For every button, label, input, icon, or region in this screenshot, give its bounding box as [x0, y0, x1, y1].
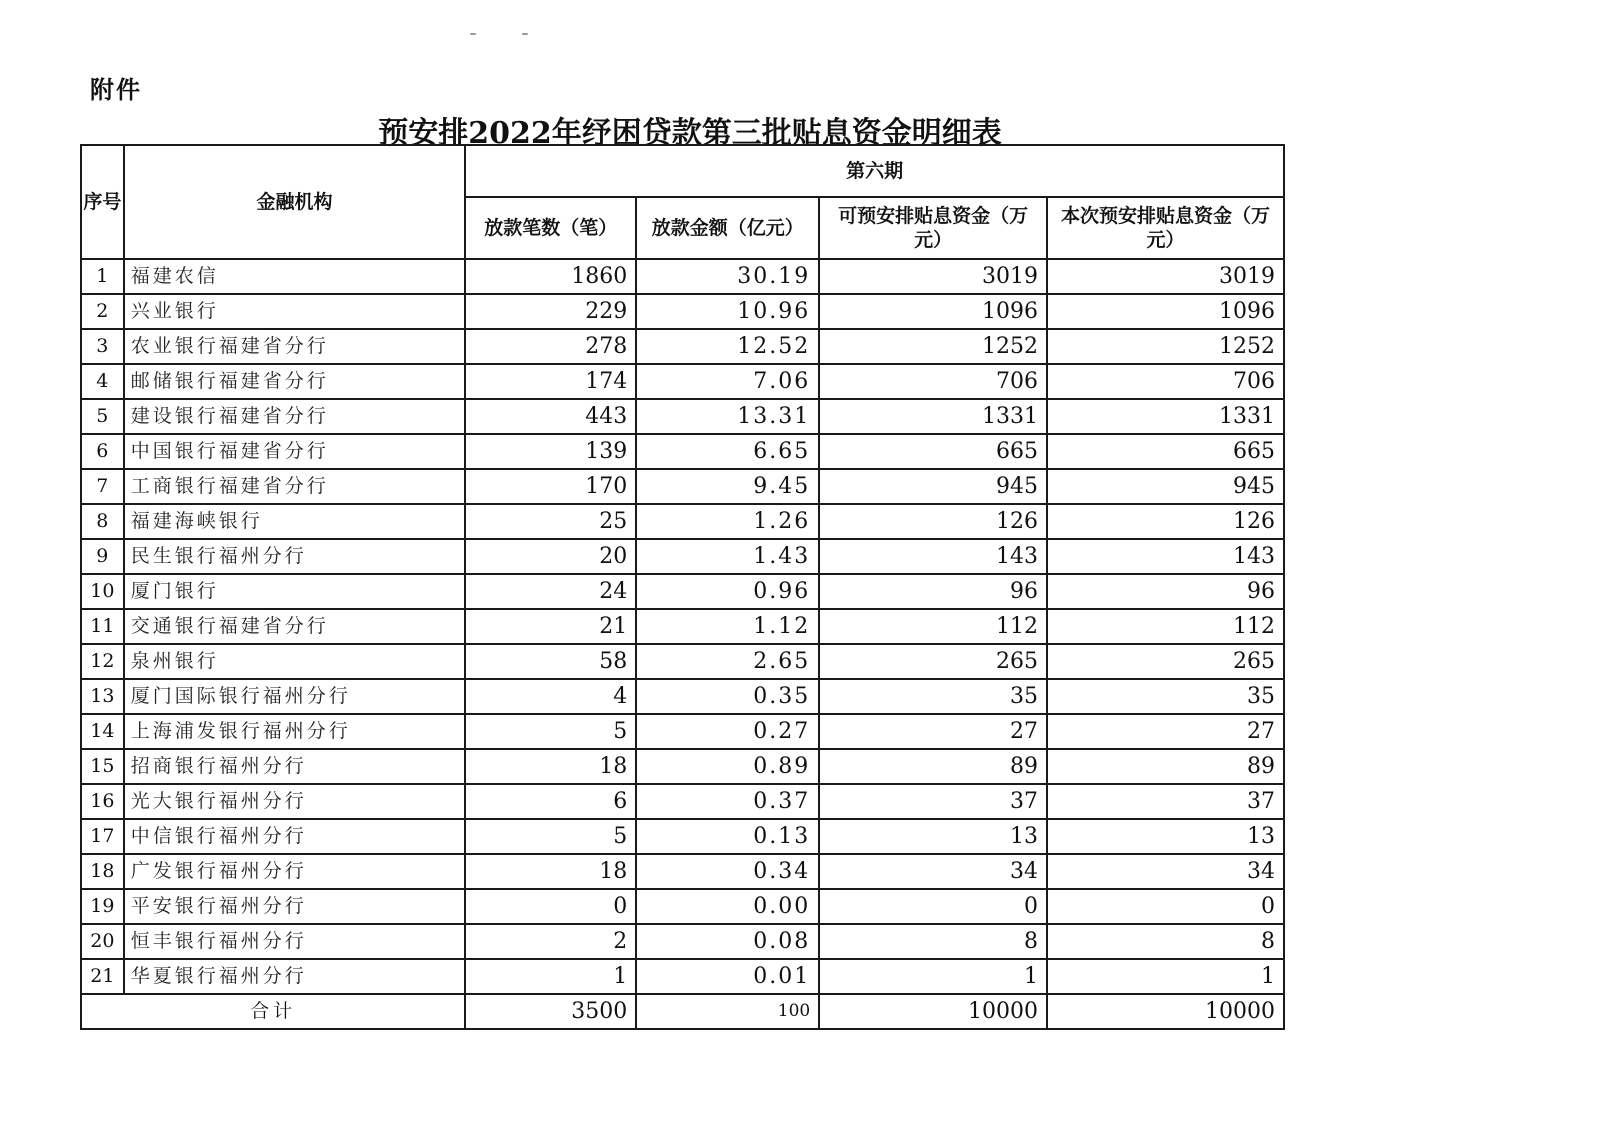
- row-current-subsidy: 0: [1047, 889, 1284, 924]
- row-seq: 3: [81, 329, 124, 364]
- row-institution: 民生银行福州分行: [124, 539, 466, 574]
- row-loan-count: 5: [465, 819, 636, 854]
- row-loan-amount: 0.00: [636, 889, 819, 924]
- row-current-subsidy: 126: [1047, 504, 1284, 539]
- row-available-subsidy: 126: [819, 504, 1047, 539]
- row-available-subsidy: 143: [819, 539, 1047, 574]
- row-institution: 建设银行福建省分行: [124, 399, 466, 434]
- row-current-subsidy: 3019: [1047, 259, 1284, 294]
- table-row: [81, 714, 1284, 749]
- row-current-subsidy: 13: [1047, 819, 1284, 854]
- row-loan-amount: 0.01: [636, 959, 819, 994]
- subsidy-detail-table: [80, 144, 1285, 1030]
- row-institution: 工商银行福建省分行: [124, 469, 466, 504]
- row-current-subsidy: 8: [1047, 924, 1284, 959]
- row-loan-amount: 0.37: [636, 784, 819, 819]
- row-loan-count: 4: [465, 679, 636, 714]
- row-available-subsidy: 1096: [819, 294, 1047, 329]
- row-loan-amount: 6.65: [636, 434, 819, 469]
- row-loan-amount: 1.12: [636, 609, 819, 644]
- row-current-subsidy: 665: [1047, 434, 1284, 469]
- row-loan-amount: 0.27: [636, 714, 819, 749]
- row-loan-count: 20: [465, 539, 636, 574]
- row-available-subsidy: 112: [819, 609, 1047, 644]
- row-available-subsidy: 27: [819, 714, 1047, 749]
- table-row: [81, 959, 1284, 994]
- row-seq: 17: [81, 819, 124, 854]
- available-subsidy-header: 可预安排贴息资金（万元）: [819, 197, 1047, 259]
- row-loan-amount: 1.26: [636, 504, 819, 539]
- row-current-subsidy: 37: [1047, 784, 1284, 819]
- row-loan-count: 18: [465, 749, 636, 784]
- row-loan-amount: 0.89: [636, 749, 819, 784]
- row-available-subsidy: 96: [819, 574, 1047, 609]
- scan-speck: [522, 33, 528, 35]
- total-row: [81, 994, 1284, 1029]
- table-row: [81, 399, 1284, 434]
- row-loan-count: 229: [465, 294, 636, 329]
- loan-amount-header: 放款金额（亿元）: [636, 197, 819, 259]
- row-available-subsidy: 8: [819, 924, 1047, 959]
- row-seq: 7: [81, 469, 124, 504]
- row-available-subsidy: 37: [819, 784, 1047, 819]
- row-institution: 交通银行福建省分行: [124, 609, 466, 644]
- row-loan-amount: 2.65: [636, 644, 819, 679]
- row-loan-amount: 9.45: [636, 469, 819, 504]
- row-available-subsidy: 3019: [819, 259, 1047, 294]
- row-seq: 4: [81, 364, 124, 399]
- total-amount: 100: [636, 994, 819, 1029]
- row-loan-count: 0: [465, 889, 636, 924]
- row-institution: 福建农信: [124, 259, 466, 294]
- row-current-subsidy: 35: [1047, 679, 1284, 714]
- row-loan-count: 1860: [465, 259, 636, 294]
- current-subsidy-header: 本次预安排贴息资金（万元）: [1047, 197, 1284, 259]
- table-row: [81, 784, 1284, 819]
- row-loan-count: 25: [465, 504, 636, 539]
- row-seq: 19: [81, 889, 124, 924]
- row-loan-count: 6: [465, 784, 636, 819]
- row-loan-amount: 0.08: [636, 924, 819, 959]
- row-seq: 15: [81, 749, 124, 784]
- seq-header: 序号: [81, 145, 124, 259]
- row-seq: 11: [81, 609, 124, 644]
- row-available-subsidy: 1: [819, 959, 1047, 994]
- row-loan-count: 139: [465, 434, 636, 469]
- row-loan-amount: 0.35: [636, 679, 819, 714]
- row-loan-count: 2: [465, 924, 636, 959]
- row-institution: 邮储银行福建省分行: [124, 364, 466, 399]
- row-current-subsidy: 27: [1047, 714, 1284, 749]
- row-institution: 华夏银行福州分行: [124, 959, 466, 994]
- row-current-subsidy: 1252: [1047, 329, 1284, 364]
- table-row: [81, 434, 1284, 469]
- table-row: [81, 539, 1284, 574]
- row-seq: 10: [81, 574, 124, 609]
- table-row: [81, 574, 1284, 609]
- row-available-subsidy: 89: [819, 749, 1047, 784]
- row-available-subsidy: 945: [819, 469, 1047, 504]
- total-count: 3500: [465, 994, 636, 1029]
- row-seq: 16: [81, 784, 124, 819]
- row-institution: 福建海峡银行: [124, 504, 466, 539]
- table-row: [81, 749, 1284, 784]
- loan-count-header: 放款笔数（笔）: [465, 197, 636, 259]
- row-seq: 2: [81, 294, 124, 329]
- table-row: [81, 469, 1284, 504]
- row-loan-amount: 7.06: [636, 364, 819, 399]
- row-loan-count: 443: [465, 399, 636, 434]
- scan-speck: [470, 33, 476, 35]
- row-seq: 1: [81, 259, 124, 294]
- total-label: 合计: [81, 994, 465, 1029]
- row-institution: 广发银行福州分行: [124, 854, 466, 889]
- table-row: [81, 679, 1284, 714]
- row-available-subsidy: 35: [819, 679, 1047, 714]
- row-institution: 招商银行福州分行: [124, 749, 466, 784]
- table-row: [81, 364, 1284, 399]
- document-title: 预安排2022年纾困贷款第三批贴息资金明细表: [378, 116, 1002, 151]
- row-loan-amount: 12.52: [636, 329, 819, 364]
- row-seq: 21: [81, 959, 124, 994]
- row-institution: 泉州银行: [124, 644, 466, 679]
- row-loan-count: 174: [465, 364, 636, 399]
- row-available-subsidy: 1252: [819, 329, 1047, 364]
- row-loan-amount: 30.19: [636, 259, 819, 294]
- row-loan-count: 18: [465, 854, 636, 889]
- row-current-subsidy: 112: [1047, 609, 1284, 644]
- row-loan-amount: 10.96: [636, 294, 819, 329]
- table-row: [81, 924, 1284, 959]
- table-footer: [81, 994, 1284, 1029]
- row-seq: 9: [81, 539, 124, 574]
- table-row: [81, 259, 1284, 294]
- row-current-subsidy: 706: [1047, 364, 1284, 399]
- table-header: [81, 145, 1284, 259]
- row-loan-count: 5: [465, 714, 636, 749]
- table-row: [81, 294, 1284, 329]
- row-current-subsidy: 1096: [1047, 294, 1284, 329]
- table-row: [81, 644, 1284, 679]
- row-institution: 厦门银行: [124, 574, 466, 609]
- row-current-subsidy: 34: [1047, 854, 1284, 889]
- row-loan-amount: 0.34: [636, 854, 819, 889]
- row-institution: 中国银行福建省分行: [124, 434, 466, 469]
- row-loan-count: 1: [465, 959, 636, 994]
- row-available-subsidy: 706: [819, 364, 1047, 399]
- row-seq: 5: [81, 399, 124, 434]
- total-current: 10000: [1047, 994, 1284, 1029]
- row-loan-count: 21: [465, 609, 636, 644]
- row-current-subsidy: 1: [1047, 959, 1284, 994]
- table-row: [81, 329, 1284, 364]
- row-institution: 平安银行福州分行: [124, 889, 466, 924]
- row-current-subsidy: 143: [1047, 539, 1284, 574]
- row-current-subsidy: 945: [1047, 469, 1284, 504]
- row-loan-amount: 0.13: [636, 819, 819, 854]
- row-loan-amount: 13.31: [636, 399, 819, 434]
- table-row: [81, 609, 1284, 644]
- row-institution: 光大银行福州分行: [124, 784, 466, 819]
- row-available-subsidy: 1331: [819, 399, 1047, 434]
- row-loan-count: 24: [465, 574, 636, 609]
- row-available-subsidy: 265: [819, 644, 1047, 679]
- row-available-subsidy: 34: [819, 854, 1047, 889]
- total-available: 10000: [819, 994, 1047, 1029]
- row-institution: 上海浦发银行福州分行: [124, 714, 466, 749]
- row-seq: 18: [81, 854, 124, 889]
- row-current-subsidy: 265: [1047, 644, 1284, 679]
- row-seq: 13: [81, 679, 124, 714]
- row-available-subsidy: 665: [819, 434, 1047, 469]
- row-current-subsidy: 96: [1047, 574, 1284, 609]
- row-institution: 厦门国际银行福州分行: [124, 679, 466, 714]
- row-current-subsidy: 1331: [1047, 399, 1284, 434]
- row-loan-count: 278: [465, 329, 636, 364]
- row-institution: 中信银行福州分行: [124, 819, 466, 854]
- row-seq: 20: [81, 924, 124, 959]
- row-loan-amount: 1.43: [636, 539, 819, 574]
- row-current-subsidy: 89: [1047, 749, 1284, 784]
- row-loan-count: 170: [465, 469, 636, 504]
- institution-header: 金融机构: [124, 145, 466, 259]
- row-institution: 兴业银行: [124, 294, 466, 329]
- table-row: [81, 889, 1284, 924]
- row-seq: 8: [81, 504, 124, 539]
- row-seq: 6: [81, 434, 124, 469]
- period-header: 第六期: [465, 145, 1284, 197]
- row-available-subsidy: 13: [819, 819, 1047, 854]
- header-row-top: [81, 145, 1284, 197]
- row-institution: 农业银行福建省分行: [124, 329, 466, 364]
- table-row: [81, 819, 1284, 854]
- row-loan-count: 58: [465, 644, 636, 679]
- attachment-label: 附件: [90, 76, 142, 104]
- table-row: [81, 504, 1284, 539]
- row-loan-amount: 0.96: [636, 574, 819, 609]
- row-available-subsidy: 0: [819, 889, 1047, 924]
- row-institution: 恒丰银行福州分行: [124, 924, 466, 959]
- table-row: [81, 854, 1284, 889]
- row-seq: 14: [81, 714, 124, 749]
- table-body: [81, 259, 1284, 994]
- row-seq: 12: [81, 644, 124, 679]
